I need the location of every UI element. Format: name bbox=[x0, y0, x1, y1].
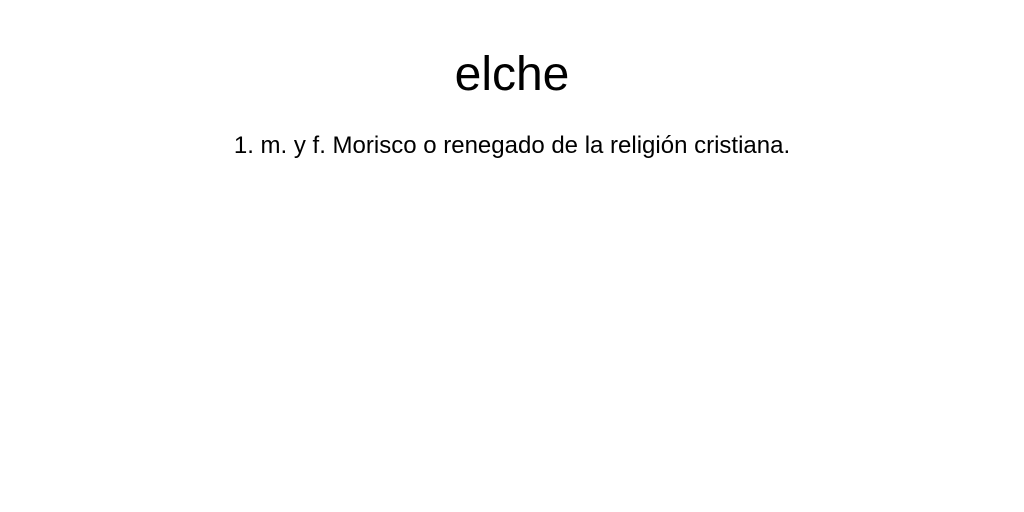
entry-definition: 1. m. y f. Morisco o renegado de la religión cristiana. bbox=[233, 132, 791, 159]
entry-headword: elche bbox=[454, 48, 570, 101]
